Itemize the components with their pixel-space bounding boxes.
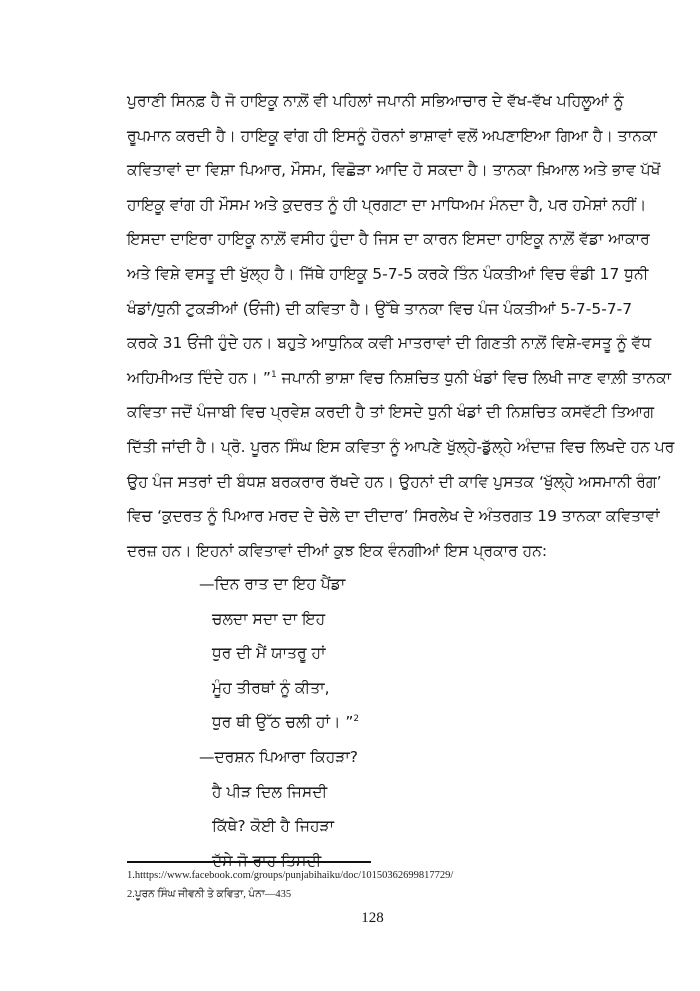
text-line: ਕਵਿਤਾਵਾਂ ਦਾ ਵਿਸ਼ਾ ਪਿਆਰ, ਮੌਸਮ, ਵਿਛੋੜਾ ਆਦਿ ਹੋ ਸਕਦਾ ਹੈ। ਤਾਨਕਾ ਖ਼ਿਆਲ ਅਤੇ ਭਾਵ ਪੱਖੋਂ [127, 161, 661, 180]
text-line-with-citation [127, 361, 672, 396]
text-line: ਵਿਚ ‘ਕੁਦਰਤ ਨੂੰ ਪਿਆਰ ਮਰਦ ਦੇ ਚੇਲੇ ਦਾ ਦੀਦਾਰ’ ਸਿਰਲੇਖ ਦੇ ਅੰਤਰਗਤ 19 ਤਾਨਕਾ ਕਵਿਤਾਵਾਂ [127, 507, 660, 526]
poem-line: —ਦਿਨ ਰਾਤ ਦਾ ਇਹ ਪੈਂਡਾ [199, 575, 346, 593]
footnote-ref-2[interactable]: 2 [353, 714, 360, 725]
text-line: ਇਸਦਾ ਦਾਇਰਾ ਹਾਇਕੂ ਨਾਲ਼ੋਂ ਵਸੀਹ ਹੁੰਦਾ ਹੈ ਜਿਸ ਦਾ ਕਾਰਨ ਇਸਦਾ ਹਾਇਕੂ ਨਾਲ਼ੋਂ ਵੱਡਾ ਆਕਾਰ [127, 230, 650, 249]
poem-line: —ਦਰਸ਼ਨ ਪਿਆਰਾ ਕਿਹੜਾ? [199, 747, 358, 766]
poem-line: ਹੈ ਪੀੜ ਦਿਲ ਜਿਸਦੀ [212, 782, 328, 801]
text-segment: ਜਪਾਨੀ ਭਾਸ਼ਾ ਵਿਚ ਨਿਸ਼ਚਿਤ ਧੁਨੀ ਖੰਡਾਂ ਵਿਚ ਲਿਖੀ ਜਾਣ ਵਾਲ਼ੀ ਤਾਨਕਾ [276, 368, 672, 387]
text-line: ਖੰਡਾਂ/ਧੁਨੀ ਟੁਕੜੀਆਂ (ਓਂਜੀ) ਦੀ ਕਵਿਤਾ ਹੈ। ਉੱਥੇ ਤਾਨਕਾ ਵਿਚ ਪੰਜ ਪੰਕਤੀਆਂ 5-7-5-7-7 [127, 299, 633, 318]
text-line: ਅਤੇ ਵਿਸ਼ੇ ਵਸਤੂ ਦੀ ਖੁੱਲ੍ਹ ਹੈ। ਜਿੱਥੇ ਹਾਇਕੂ 5-7-5 ਕਰਕੇ ਤਿੰਨ ਪੰਕਤੀਆਂ ਵਿਚ ਵੰਡੀ 17 ਧੁਨੀ [127, 264, 649, 283]
text-line: ਪੁਰਾਣੀ ਸਿਨਫ਼ ਹੈ ਜੋ ਹਾਇਕੂ ਨਾਲ਼ੋਂ ਵੀ ਪਹਿਲਾਂ ਜਪਾਨੀ ਸਭਿਆਚਾਰ ਦੇ ਵੱਖ-ਵੱਖ ਪਹਿਲੂਆਂ ਨੂੰ [127, 92, 624, 110]
text-line: ਕਰਕੇ 31 ਓਂਜੀ ਹੁੰਦੇ ਹਨ। ਬਹੁਤੇ ਆਧੁਨਿਕ ਕਵੀ ਮਾਤਰਾਵਾਂ ਦੀ ਗਿਣਤੀ ਨਾਲ਼ੋਂ ਵਿਸ਼ੇ-ਵਸਤੂ ਨੂੰ ਵੱਧ [127, 334, 652, 353]
footnote-ref-1[interactable]: 1 [270, 369, 277, 380]
poem-line-with-citation [199, 705, 359, 740]
text-line: ਰੂਪਮਾਨ ਕਰਦੀ ਹੈ। ਹਾਇਕੂ ਵਾਂਗ ਹੀ ਇਸਨੂੰ ਹੋਰਨਾਂ ਭਾਸ਼ਾਵਾਂ ਵਲੋਂ ਅਪਣਾਇਆ ਗਿਆ ਹੈ। ਤਾਨਕਾ [127, 126, 657, 145]
text-line: ਦਰਜ਼ ਹਨ। ਇਹਨਾਂ ਕਵਿਤਾਵਾਂ ਦੀਆਂ ਕੁਝ ਇਕ ਵੰਨਗੀਆਂ ਇਸ ਪ੍ਰਕਾਰ ਹਨ: [127, 541, 548, 560]
text-segment: ਅਹਿਮੀਅਤ ਦਿੰਦੇ ਹਨ। ” [127, 368, 271, 387]
text-line: ਕਵਿਤਾ ਜਦੋਂ ਪੰਜਾਬੀ ਵਿਚ ਪ੍ਰਵੇਸ਼ ਕਰਦੀ ਹੈ ਤਾਂ ਇਸਦੇ ਧੁਨੀ ਖੰਡਾਂ ਦੀ ਨਿਸ਼ਚਿਤ ਕਸਵੱਟੀ ਤਿਆਗ [127, 403, 655, 422]
poem-line: ਦੱਸੇ ਜੋ ਰਾਹ ਤਿਸਦੀ [212, 851, 322, 870]
poem-line: ਚਲਦਾ ਸਦਾ ਦਾ ਇਹ [212, 609, 326, 628]
poem-line: ਕਿੱਥੇ? ਕੋਈ ਹੈ ਜਿਹੜਾ [212, 817, 335, 836]
text-line: ਉਹ ਪੰਜ ਸਤਰਾਂ ਦੀ ਬੰਧਸ਼ ਬਰਕਰਾਰ ਰੱਖਦੇ ਹਨ। ਉਹਨਾਂ ਦੀ ਕਾਵਿ ਪੁਸਤਕ ‘ਖੁੱਲ੍ਹੇ ਅਸਮਾਨੀ ਰੰਗ’ [127, 472, 662, 491]
poem-text: ਧੁਰ ਥੀ ਉੱਠ ਚਲੀ ਹਾਂ। ” [212, 713, 354, 732]
tanka-quotations [199, 567, 359, 878]
footnotes [127, 866, 453, 904]
footnote-2: 2.ਪੂਰਨ ਸਿੰਘ ਜੀਵਨੀ ਤੇ ਕਵਿਤਾ, ਪੰਨਾ—435 [127, 889, 292, 900]
page-number: 128 [361, 910, 384, 926]
poem-line: ਧੁਰ ਦੀ ਮੈਂ ਯਾਤਰੂ ਹਾਂ [212, 644, 326, 663]
footnote-separator [127, 861, 371, 863]
text-line: ਹਾਇਕੂ ਵਾਂਗ ਹੀ ਮੌਸਮ ਅਤੇ ਕੁਦਰਤ ਨੂੰ ਹੀ ਪ੍ਰਗਟਾ ਦਾ ਮਾਧਿਅਮ ਮੰਨਦਾ ਹੈ, ਪਰ ਹਮੇਸ਼ਾਂ ਨਹੀਂ। [127, 195, 647, 214]
footnote-1-link[interactable]: 1.htttps://www.facebook.com/groups/punjabihaiku/doc/10150362699817729/ [127, 870, 454, 881]
body-paragraph [127, 84, 675, 568]
text-line: ਦਿੱਤੀ ਜਾਂਦੀ ਹੈ। ਪ੍ਰੋ. ਪੂਰਨ ਸਿੰਘ ਇਸ ਕਵਿਤਾ ਨੂੰ ਆਪਣੇ ਖੁੱਲ੍ਹੇ-ਡੁੱਲ੍ਹੇ ਅੰਦਾਜ਼ ਵਿਚ ਲਿਖਦੇ ਹਨ ਪਰ [127, 437, 675, 456]
poem-line: ਮੂੰਹ ਤੀਰਥਾਂ ਨੂੰ ਕੀਤਾ, [212, 678, 330, 697]
